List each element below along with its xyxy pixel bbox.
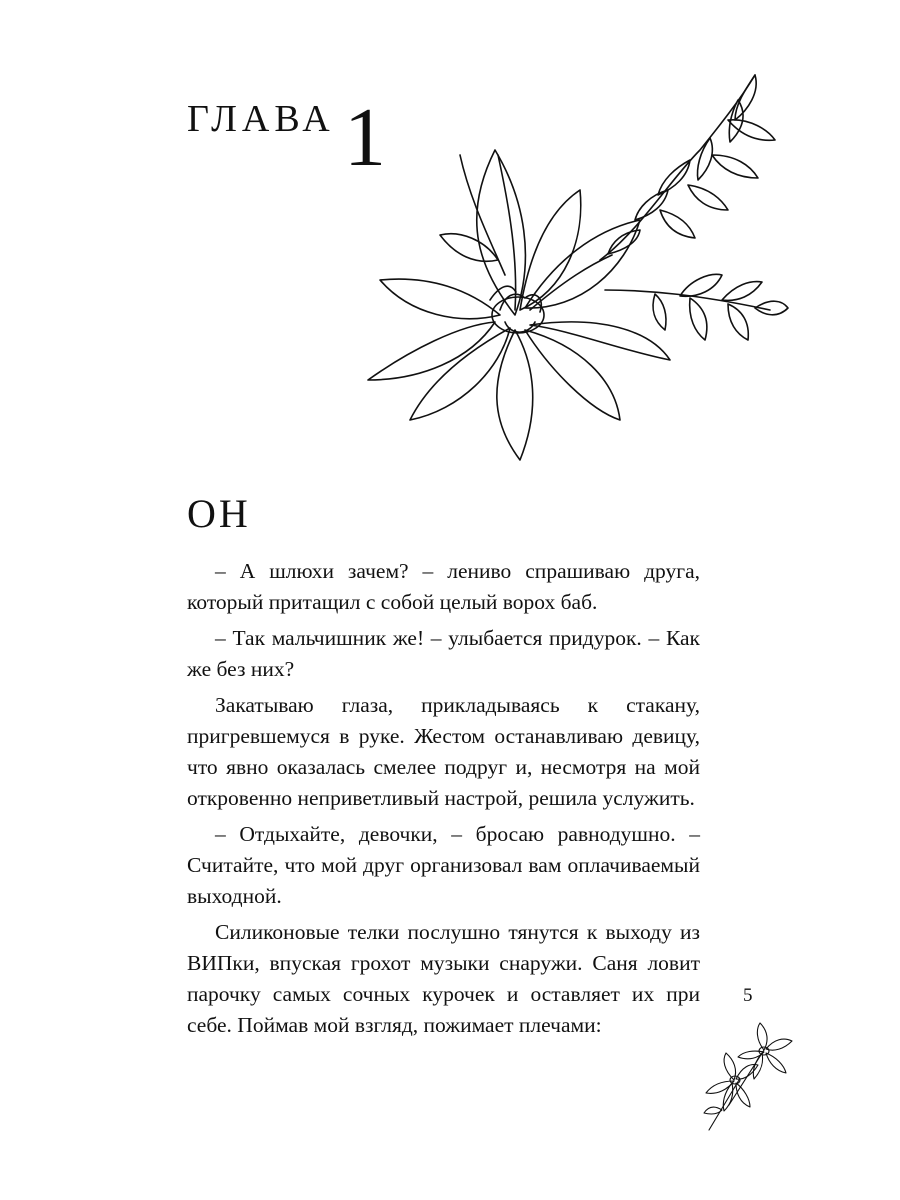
paragraph: – Отдыхайте, девочки, – бросаю равнодушно. – Считайте, что мой друг организовал вам оплачиваемый выходной. [187, 822, 700, 908]
paragraph: – Так мальчишник же! – улыбается придурок. – Как же без них? [187, 626, 700, 681]
chapter-number: 1 [344, 91, 386, 184]
page-number: 5 [743, 985, 753, 1006]
small-flowers-icon [694, 1015, 804, 1135]
section-title: ОН [187, 491, 251, 536]
paragraph: – А шлюхи зачем? – лениво спрашиваю друга, который притащил с собой целый ворох баб. [187, 559, 700, 614]
paragraph: Закатываю глаза, прикладываясь к стакану, пригревшемуся в руке. Жестом останавливаю девицу, что явно оказалась смелее подруг и, несмотря на мой откровенно неприветливый настрой, решила услужить. [187, 693, 700, 810]
chapter-label: ГЛАВА [187, 98, 335, 140]
body-text [187, 556, 700, 1046]
paragraph: Силиконовые телки послушно тянутся к выходу из ВИПки, впуская грохот музыки снаружи. Саня ловит парочку самых сочных курочек и оставляет их при себе. Поймав мой взгляд, пожимает плечами: [187, 920, 700, 1037]
magnolia-branch-icon [350, 60, 790, 470]
